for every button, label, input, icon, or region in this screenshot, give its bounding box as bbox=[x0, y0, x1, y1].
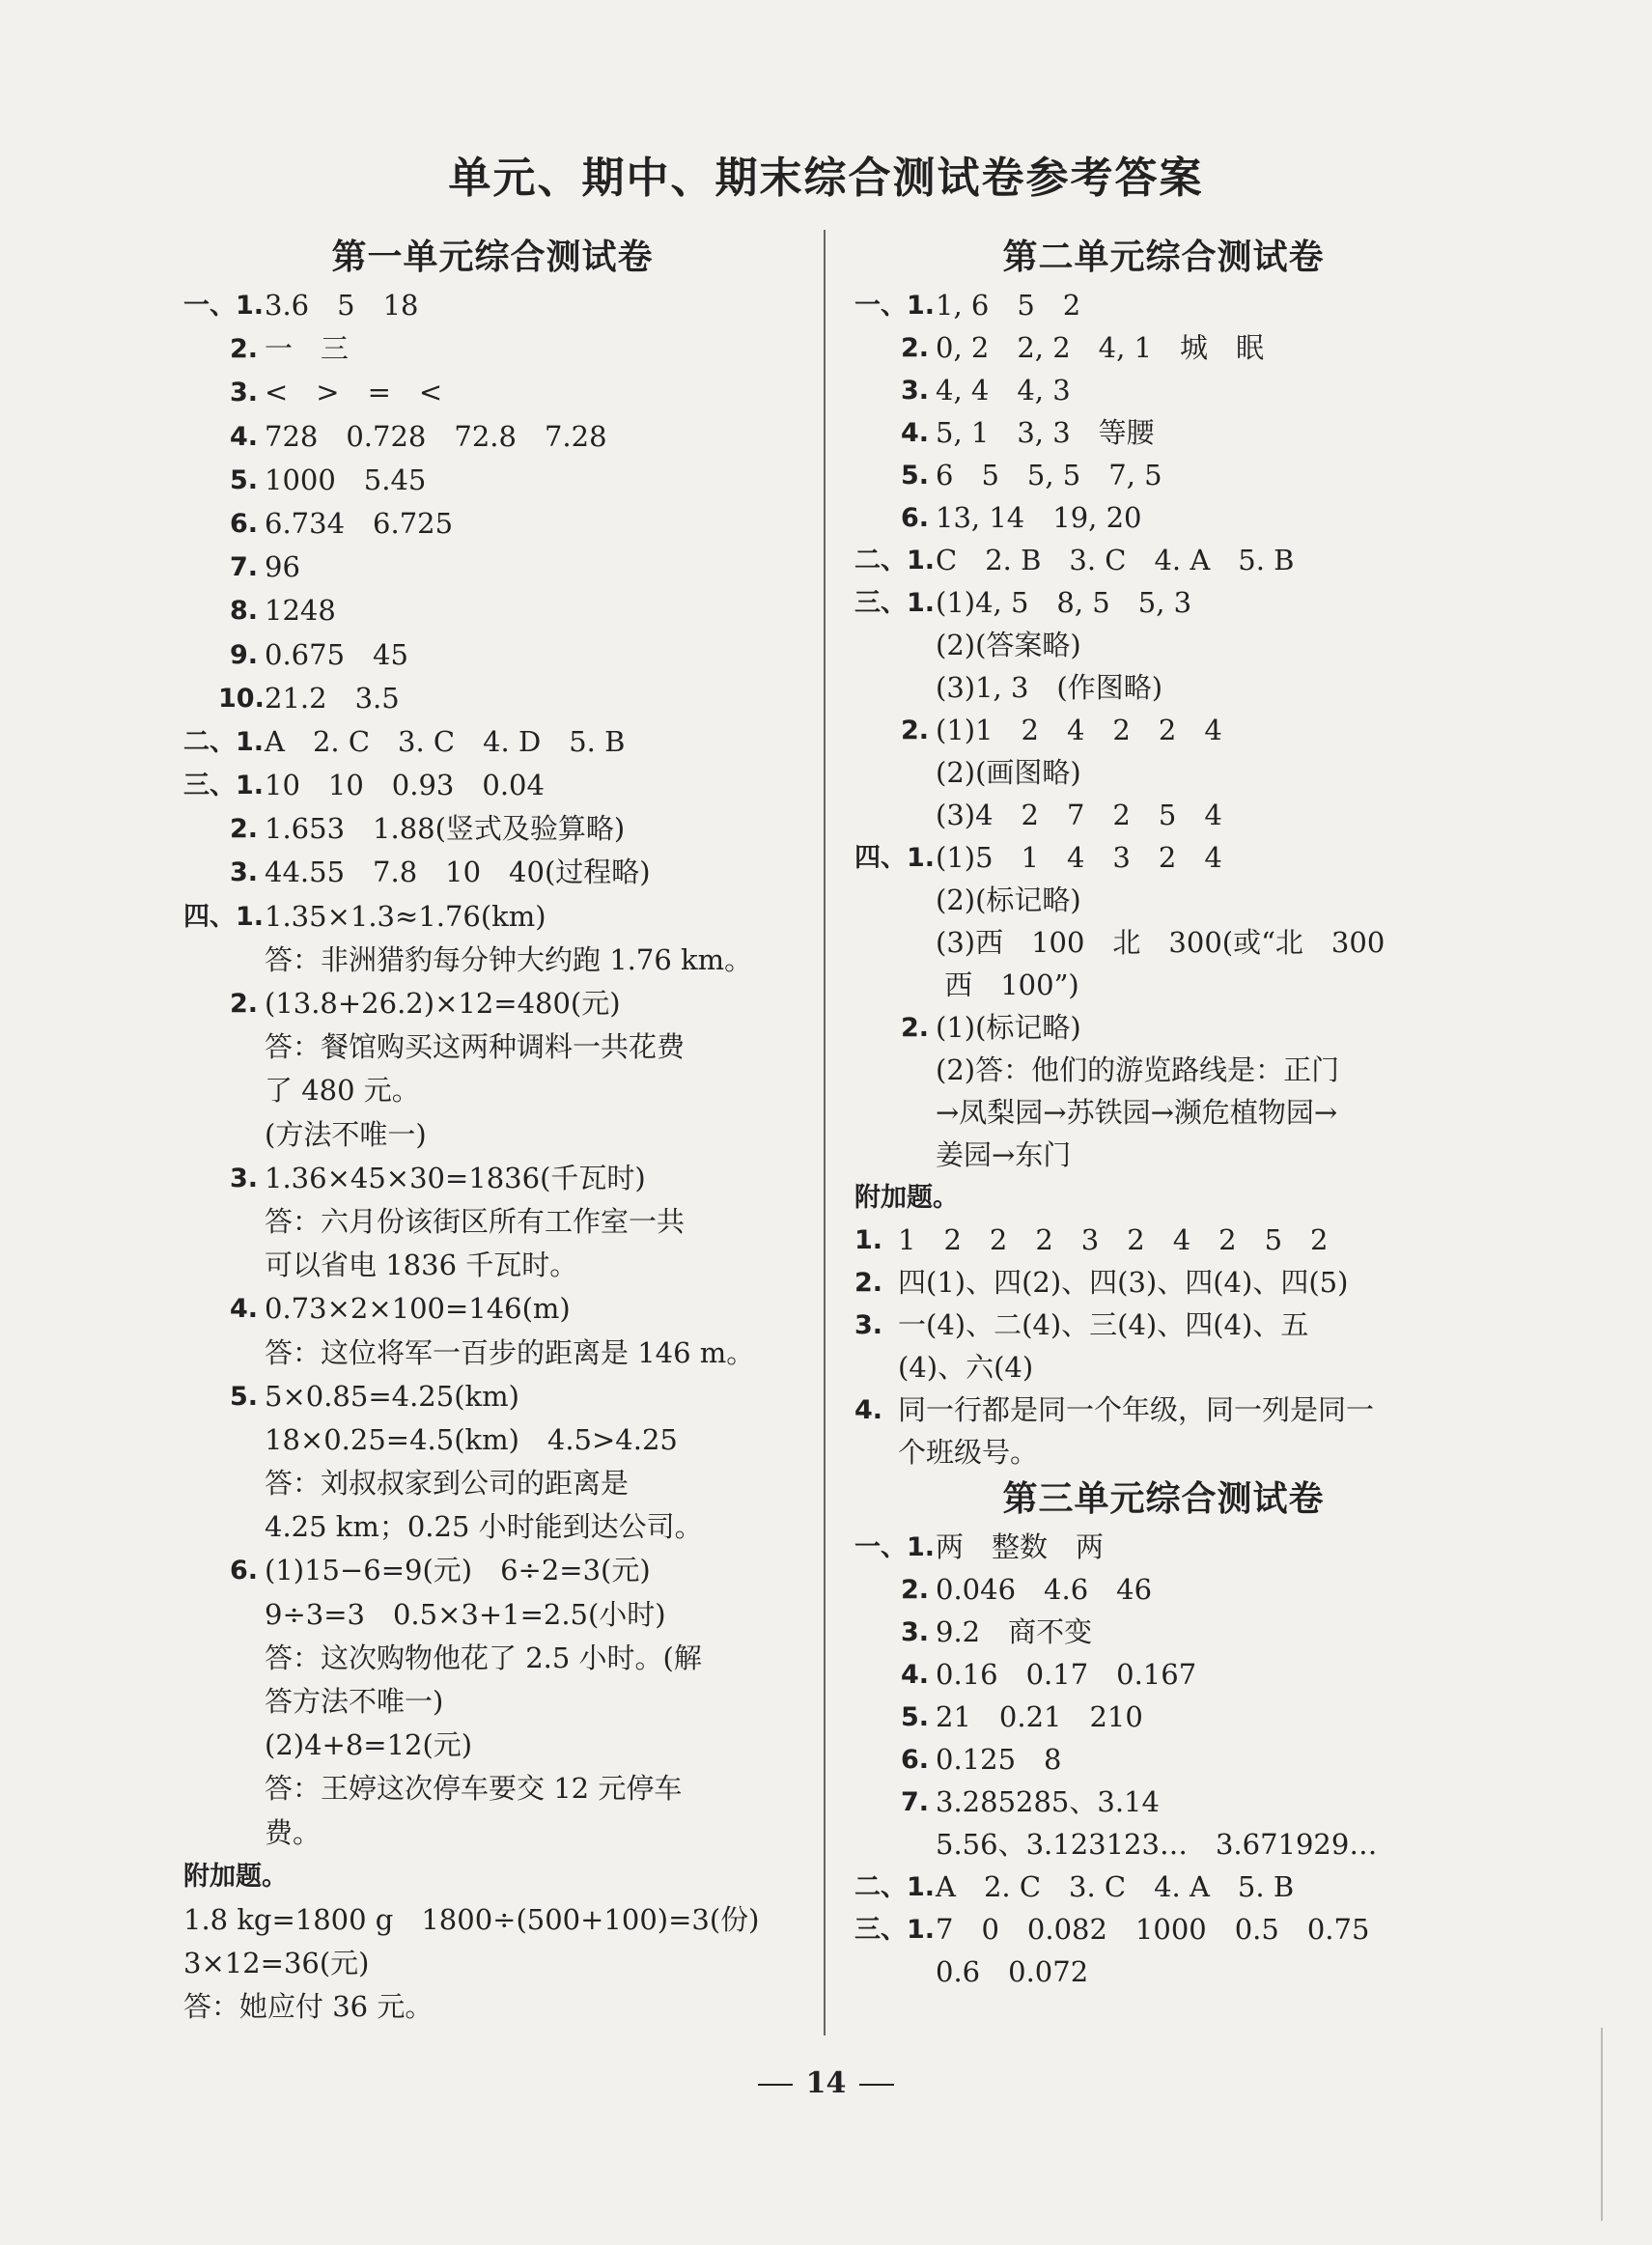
item-text: 1 2 2 2 3 2 4 2 5 2 bbox=[898, 1223, 1329, 1256]
item-label: 3. bbox=[854, 1310, 883, 1340]
item-text: 答：这次购物他花了 2.5 小时。(解 bbox=[265, 1641, 702, 1674]
item-text: 答方法不唯一) bbox=[265, 1685, 444, 1718]
item-text: 13, 14 19, 20 bbox=[936, 501, 1142, 534]
item-text: 答：六月份该街区所有工作室一共 bbox=[265, 1204, 686, 1238]
answer-line bbox=[183, 1157, 801, 1200]
item-text: 0.16 0.17 0.167 bbox=[936, 1658, 1197, 1691]
item-label: 8. bbox=[230, 596, 259, 627]
item-label: 4. bbox=[230, 1294, 259, 1325]
answer-line bbox=[183, 459, 801, 502]
item-label: 3. bbox=[901, 1617, 930, 1647]
item-label: 5. bbox=[230, 464, 259, 495]
answer-line bbox=[183, 1200, 801, 1244]
answer-line bbox=[854, 1950, 1472, 1993]
item-text: 0.73×2×100=146(m) bbox=[265, 1292, 571, 1326]
answer-line bbox=[854, 964, 1472, 1006]
item-text: C 2. B 3. C 4. A 5. B bbox=[936, 544, 1295, 576]
answer-line bbox=[854, 1781, 1472, 1823]
answer-line bbox=[183, 1287, 801, 1331]
answer-line bbox=[183, 1375, 801, 1418]
item-text: 18×0.25=4.5(km) 4.5>4.25 bbox=[265, 1422, 678, 1456]
answer-line bbox=[183, 1985, 801, 2029]
answer-line bbox=[854, 454, 1472, 496]
item-label: 5. bbox=[230, 1381, 259, 1412]
item-text: 0.046 4.6 46 bbox=[936, 1573, 1153, 1606]
answer-line bbox=[183, 807, 801, 851]
answer-line bbox=[183, 1025, 801, 1069]
answer-line bbox=[183, 1113, 801, 1157]
answer-line bbox=[854, 1866, 1472, 1908]
answer-line bbox=[854, 1134, 1472, 1176]
item-label: 4. bbox=[901, 1660, 930, 1690]
answer-line bbox=[854, 1049, 1472, 1091]
dash-left bbox=[758, 2084, 793, 2086]
item-text: 1.35×1.3≈1.76(km) bbox=[265, 899, 546, 933]
section-title: 第二单元综合测试卷 bbox=[1002, 237, 1325, 277]
item-text: 两 整数 两 bbox=[936, 1530, 1105, 1563]
item-text: 一(4)、二(4)、三(4)、四(4)、五 bbox=[898, 1308, 1309, 1341]
answer-line bbox=[854, 1908, 1472, 1950]
item-label: 2. bbox=[230, 814, 259, 845]
item-text: (13.8+26.2)×12=480(元) bbox=[265, 987, 621, 1020]
item-text: 姜园→东门 bbox=[936, 1138, 1072, 1171]
answer-line bbox=[854, 1304, 1472, 1346]
item-label: 三、1. bbox=[854, 1915, 936, 1945]
item-text: 9.2 商不变 bbox=[936, 1615, 1093, 1648]
item-text: (2)(画图略) bbox=[936, 756, 1081, 789]
answer-line bbox=[183, 327, 801, 371]
item-text: 21.2 3.5 bbox=[265, 681, 400, 715]
answer-line bbox=[183, 1855, 801, 1898]
scan-artifact-line bbox=[1601, 2028, 1603, 2221]
item-text: 9÷3=3 0.5×3+1=2.5(小时) bbox=[265, 1597, 666, 1631]
item-label: 3. bbox=[230, 1163, 259, 1193]
answer-line bbox=[854, 921, 1472, 964]
answer-line bbox=[183, 284, 801, 327]
item-text: (1)4, 5 8, 5 5, 3 bbox=[936, 586, 1192, 619]
item-label: 二、1. bbox=[854, 546, 936, 575]
answer-line bbox=[183, 1942, 801, 1985]
item-text: 答：王婷这次停车要交 12 元停车 bbox=[265, 1772, 683, 1806]
item-text: A 2. C 3. C 4. D 5. B bbox=[265, 724, 626, 758]
item-text: 四(1)、四(2)、四(3)、四(4)、四(5) bbox=[898, 1266, 1349, 1299]
item-text: 1000 5.45 bbox=[265, 463, 427, 496]
item-text: (方法不唯一) bbox=[265, 1117, 427, 1151]
section-title: 第一单元综合测试卷 bbox=[331, 237, 654, 277]
item-label: 2. bbox=[230, 334, 259, 365]
item-label: 10. bbox=[218, 683, 265, 714]
answer-line bbox=[183, 1244, 801, 1287]
answer-line bbox=[854, 1091, 1472, 1134]
answer-line bbox=[183, 1069, 801, 1112]
item-text: (4)、六(4) bbox=[898, 1351, 1034, 1384]
item-text: A 2. C 3. C 4. A 5. B bbox=[936, 1870, 1295, 1903]
item-text: 答：刘叔叔家到公司的距离是 bbox=[265, 1467, 630, 1501]
item-label: 一、1. bbox=[854, 291, 936, 321]
item-text: (1)5 1 4 3 2 4 bbox=[936, 841, 1222, 874]
item-label: 4. bbox=[901, 418, 930, 448]
answer-line bbox=[854, 1389, 1472, 1431]
answer-line bbox=[854, 1526, 1472, 1568]
answer-line bbox=[854, 1006, 1472, 1049]
answer-line bbox=[854, 794, 1472, 836]
item-text: 0, 2 2, 2 4, 1 城 眠 bbox=[936, 331, 1265, 364]
item-label: 6. bbox=[230, 1556, 259, 1586]
section-title: 第三单元综合测试卷 bbox=[1002, 1478, 1325, 1519]
item-text: 4.25 km；0.25 小时能到达公司。 bbox=[265, 1510, 703, 1544]
answer-line bbox=[854, 836, 1472, 879]
page-title: 单元、期中、期末综合测试卷参考答案 bbox=[448, 154, 1204, 203]
item-text: (2)4+8=12(元) bbox=[265, 1728, 473, 1762]
item-label: 2. bbox=[854, 1268, 883, 1298]
item-text: 答：这位将军一百步的距离是 146 m。 bbox=[265, 1335, 755, 1369]
item-text: 5.56、3.123123… 3.671929… bbox=[936, 1828, 1378, 1861]
item-label: 二、1. bbox=[183, 726, 265, 757]
item-label: 5. bbox=[901, 1702, 930, 1732]
answer-line bbox=[183, 502, 801, 546]
item-label: 三、1. bbox=[854, 588, 936, 618]
item-label: 2. bbox=[901, 1575, 930, 1605]
item-text: 1.8 kg=1800 g 1800÷(500+100)=3(份) bbox=[183, 1902, 760, 1936]
item-label: 6. bbox=[901, 503, 930, 533]
left-column bbox=[183, 232, 801, 2030]
item-label: 附加题。 bbox=[854, 1183, 959, 1213]
item-text: 96 bbox=[265, 550, 300, 584]
item-text: 1248 bbox=[265, 594, 336, 628]
item-text: 0.125 8 bbox=[936, 1743, 1062, 1776]
item-text: 3.285285、3.14 bbox=[936, 1785, 1160, 1818]
answer-line bbox=[183, 1898, 801, 1942]
item-label: 1. bbox=[854, 1225, 883, 1255]
answer-line bbox=[854, 284, 1472, 326]
answer-line bbox=[854, 1823, 1472, 1866]
answer-line bbox=[183, 1549, 801, 1592]
answer-line bbox=[183, 415, 801, 459]
answer-line bbox=[854, 879, 1472, 921]
column-divider bbox=[824, 230, 826, 2035]
answer-line bbox=[183, 1811, 801, 1855]
answer-line bbox=[854, 624, 1472, 666]
answer-line bbox=[183, 895, 801, 939]
item-label: 3. bbox=[901, 376, 930, 406]
answer-line bbox=[854, 1738, 1472, 1781]
item-text: 44.55 7.8 10 40(过程略) bbox=[265, 856, 651, 889]
item-text: 6 5 5, 5 7, 5 bbox=[936, 459, 1162, 491]
answer-line bbox=[183, 851, 801, 894]
item-text: 3.6 5 18 bbox=[265, 289, 419, 322]
item-text: 可以省电 1836 千瓦时。 bbox=[265, 1249, 578, 1282]
answer-line bbox=[183, 1637, 801, 1680]
item-label: 一、1. bbox=[854, 1532, 936, 1562]
item-text: 6.734 6.725 bbox=[265, 506, 454, 540]
item-label: 3. bbox=[230, 857, 259, 888]
item-text: 4, 4 4, 3 bbox=[936, 374, 1071, 407]
item-text: 21 0.21 210 bbox=[936, 1700, 1143, 1733]
answer-line bbox=[854, 751, 1472, 794]
item-label: 附加题。 bbox=[183, 1861, 288, 1892]
item-text: 了 480 元。 bbox=[265, 1074, 420, 1108]
answer-line bbox=[854, 1176, 1472, 1219]
item-text: < > = < bbox=[265, 376, 443, 409]
page-number-text: 14 bbox=[805, 2066, 847, 2100]
item-label: 2. bbox=[230, 989, 259, 1019]
answer-line bbox=[183, 633, 801, 677]
item-text: (3)1, 3 (作图略) bbox=[936, 671, 1163, 704]
item-text: 7 0 0.082 1000 0.5 0.75 bbox=[936, 1913, 1370, 1946]
item-label: 4. bbox=[854, 1395, 883, 1425]
item-label: 5. bbox=[901, 461, 930, 491]
answer-line bbox=[183, 1767, 801, 1810]
item-label: 6. bbox=[230, 508, 259, 539]
item-text: (2)(答案略) bbox=[936, 629, 1081, 661]
answer-line bbox=[183, 720, 801, 764]
item-text: (1)1 2 4 2 2 4 bbox=[936, 714, 1222, 746]
item-text: (1)(标记略) bbox=[936, 1011, 1081, 1044]
item-label: 2. bbox=[901, 333, 930, 363]
answer-line bbox=[854, 1346, 1472, 1389]
item-text: 5×0.85=4.25(km) bbox=[265, 1379, 519, 1413]
item-label: 6. bbox=[901, 1745, 930, 1775]
item-text: 728 0.728 72.8 7.28 bbox=[265, 419, 607, 453]
answer-line bbox=[183, 1593, 801, 1637]
dash-right bbox=[859, 2084, 894, 2086]
answer-line bbox=[854, 496, 1472, 539]
page-number bbox=[0, 2066, 1652, 2100]
item-text: (3)西 100 北 300(或“北 300 bbox=[936, 926, 1386, 959]
item-text: 5, 1 3, 3 等腰 bbox=[936, 416, 1155, 449]
item-text: 西 100”) bbox=[936, 968, 1079, 1001]
item-text: 1, 6 5 2 bbox=[936, 289, 1081, 322]
answer-line bbox=[183, 1505, 801, 1549]
item-label: 二、1. bbox=[854, 1872, 936, 1902]
answer-line bbox=[183, 764, 801, 807]
item-label: 一、1. bbox=[183, 291, 265, 321]
item-text: 1.653 1.88(竖式及验算略) bbox=[265, 812, 626, 846]
item-label: 3. bbox=[230, 378, 259, 408]
answer-line bbox=[183, 1724, 801, 1767]
item-text: 0.675 45 bbox=[265, 637, 408, 671]
item-text: (1)15−6=9(元) 6÷2=3(元) bbox=[265, 1554, 651, 1587]
item-text: 3×12=36(元) bbox=[183, 1947, 370, 1980]
item-label: 7. bbox=[901, 1787, 930, 1817]
item-label: 9. bbox=[230, 639, 259, 670]
answer-line bbox=[183, 939, 801, 982]
answer-line bbox=[854, 1568, 1472, 1611]
item-text: 1.36×45×30=1836(千瓦时) bbox=[265, 1161, 646, 1194]
answer-line bbox=[854, 1611, 1472, 1653]
item-label: 四、1. bbox=[183, 901, 265, 932]
item-text: 费。 bbox=[265, 1815, 322, 1849]
answer-line bbox=[854, 369, 1472, 411]
answer-line bbox=[854, 411, 1472, 454]
answer-line bbox=[854, 1431, 1472, 1473]
answer-line bbox=[854, 539, 1472, 581]
item-text: (3)4 2 7 2 5 4 bbox=[936, 799, 1222, 831]
answer-line bbox=[854, 1653, 1472, 1696]
item-text: 答：餐馆购买这两种调料一共花费 bbox=[265, 1030, 686, 1064]
answer-line bbox=[183, 371, 801, 414]
item-text: →凤梨园→苏铁园→濒危植物园→ bbox=[936, 1096, 1338, 1129]
answer-line bbox=[854, 1261, 1472, 1304]
answer-line bbox=[183, 1462, 801, 1505]
item-label: 四、1. bbox=[854, 843, 936, 873]
item-text: 一 三 bbox=[265, 332, 350, 366]
item-label: 2. bbox=[901, 716, 930, 745]
answer-line bbox=[854, 1219, 1472, 1261]
answer-line bbox=[854, 1696, 1472, 1738]
item-label: 4. bbox=[230, 421, 259, 452]
answer-line bbox=[183, 546, 801, 589]
answer-line bbox=[854, 581, 1472, 624]
item-label: 三、1. bbox=[183, 771, 265, 801]
item-text: 个班级号。 bbox=[898, 1436, 1039, 1469]
item-text: 10 10 0.93 0.04 bbox=[265, 769, 545, 802]
answer-line bbox=[183, 982, 801, 1025]
item-text: 答：非洲猎豹每分钟大约跑 1.76 km。 bbox=[265, 942, 753, 976]
item-text: (2)(标记略) bbox=[936, 884, 1081, 916]
item-text: 同一行都是同一个年级，同一列是同一 bbox=[898, 1393, 1375, 1426]
answer-line bbox=[854, 709, 1472, 751]
item-label: 7. bbox=[230, 552, 259, 583]
answer-line bbox=[183, 1418, 801, 1462]
answer-line bbox=[183, 1332, 801, 1375]
item-label: 2. bbox=[901, 1013, 930, 1043]
item-text: 0.6 0.072 bbox=[936, 1955, 1089, 1988]
answer-line bbox=[183, 1680, 801, 1724]
answer-line bbox=[183, 589, 801, 632]
answer-line bbox=[854, 666, 1472, 709]
item-text: (2)答：他们的游览路线是：正门 bbox=[936, 1053, 1340, 1086]
item-text: 答：她应付 36 元。 bbox=[183, 1990, 434, 2024]
right-column bbox=[854, 232, 1472, 1993]
answer-line bbox=[854, 326, 1472, 369]
answer-line bbox=[183, 677, 801, 720]
